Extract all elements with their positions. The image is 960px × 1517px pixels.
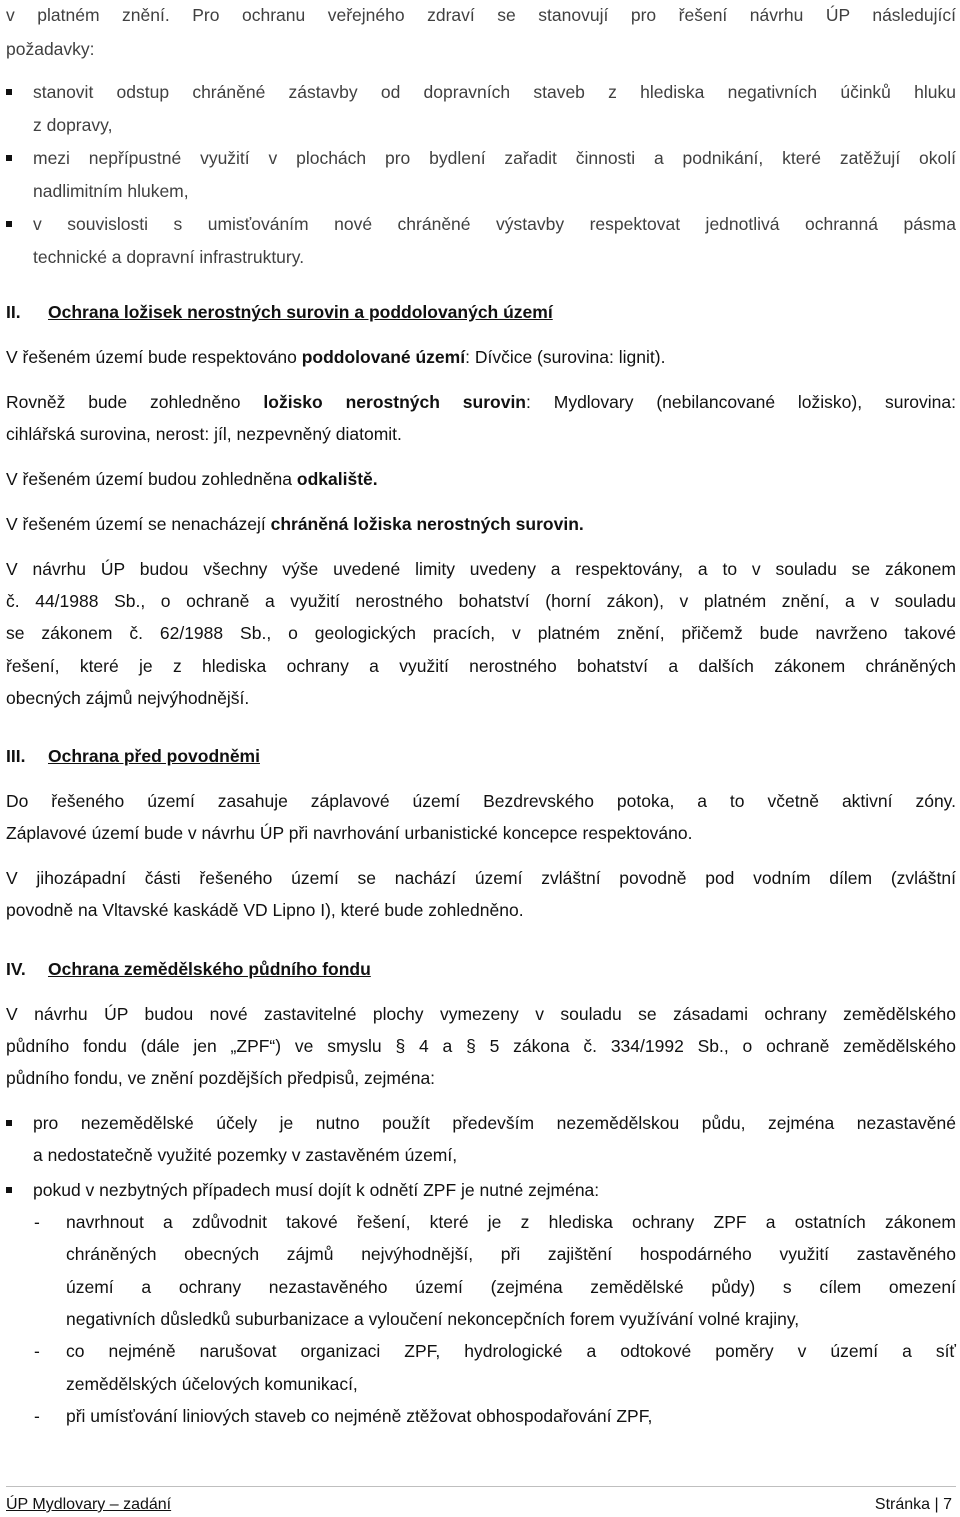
footer-divider [6,1486,956,1487]
bullet-icon [6,1120,12,1126]
list-item: z dopravy, [33,115,113,135]
bold-run: odkaliště. [296,469,378,489]
bullet-icon [6,155,12,161]
list-item: v souvislosti s umisťováním nové chráněné výstavby respektovat jednotlivá ochranná pásma [33,214,956,234]
bold-run: poddolované území [301,347,466,367]
list-item: pro nezemědělské účely je nutno použít především nezemědělskou půdu, zejména nezastavěné [33,1113,956,1133]
paragraph-line: č. 44/1988 Sb., o ochraně a využití nerostného bohatství (horní zákon), v platném znění, a v souladu [6,591,956,611]
list-item: negativních důsledků suburbanizace a vyloučení nekoncepčních forem využívání volné krajiny, [66,1309,800,1329]
list-item: mezi nepřípustné využití v plochách pro bydlení zařadit činnosti a podnikání, které zatěžují okolí [33,148,956,168]
text-run: : Mydlovary (nebilancované ložisko), surovina: [526,392,956,412]
list-item: zemědělských účelových komunikací, [66,1374,358,1394]
section-heading [6,958,371,980]
text-run: V řešeném území bude respektováno [6,347,302,367]
section-number: IV. [6,959,26,979]
list-item: území a ochrany nezastavěného území (zejména zemědělské půdy) s cílem omezení [66,1277,956,1297]
bold-run: ložisko nerostných surovin [263,392,526,412]
paragraph-line: Záplavové území bude v návrhu ÚP při navrhování urbanistické koncepce respektováno. [6,823,693,843]
paragraph [6,346,665,368]
intro-line: v platném znění. Pro ochranu veřejného zdraví se stanovují pro řešení návrhu ÚP následující [6,5,956,25]
paragraph-line: řešení, které je z hlediska ochrany a využití nerostného bohatství a dalších zákonem chráněných [6,656,956,676]
list-item: pokud v nezbytných případech musí dojít k odnětí ZPF je nutné zejména: [33,1180,600,1200]
paragraph-line: V návrhu ÚP budou nové zastavitelné plochy vymezeny v souladu se zásadami ochrany zemědělského [6,1004,956,1024]
paragraph [6,468,378,490]
list-item: při umísťování liniových staveb co nejméně ztěžovat obhospodařování ZPF, [66,1406,653,1426]
text-run: V řešeném území budou zohledněna [6,469,297,489]
footer-title [6,1496,171,1514]
dash-marker: - [34,1212,40,1232]
dash-marker: - [34,1406,40,1426]
paragraph-line: se zákonem č. 62/1988 Sb., o geologických pracích, v platném znění, přičemž bude navrženo takové [6,623,956,643]
paragraph [6,391,956,413]
section-number: III. [6,746,26,766]
section-number: II. [6,302,21,322]
text-run: V řešeném území se nenacházejí [6,514,271,534]
paragraph-line: půdního fondu, ve znění pozdějších předpisů, zejména: [6,1068,436,1088]
section-heading [6,301,553,323]
paragraph-line: V návrhu ÚP budou všechny výše uvedené limity uvedeny a respektovány, a to v souladu se zákonem [6,559,956,579]
paragraph-line: povodně na Vltavské kaskádě VD Lipno I), které bude zohledněno. [6,900,524,920]
section-heading [6,745,260,767]
text-run: : Dívčice (surovina: lignit). [465,347,666,367]
list-item: technické a dopravní infrastruktury. [33,247,305,267]
list-item: stanovit odstup chráněné zástavby od dopravních staveb z hlediska negativních účinků hluku [33,82,956,102]
bullet-icon [6,89,12,95]
bold-run: chráněná ložiska nerostných surovin. [270,514,584,534]
section-title: Ochrana ložisek nerostných surovin a poddolovaných území [48,302,553,322]
paragraph-line: půdního fondu (dále jen „ZPF“) ve smyslu § 4 a § 5 zákona č. 334/1992 Sb., o ochraně zemědělského [6,1036,956,1056]
bullet-icon [6,1187,12,1193]
dash-marker: - [34,1341,40,1361]
list-item: nadlimitním hlukem, [33,181,189,201]
list-item: co nejméně narušovat organizaci ZPF, hydrologické a odtokové poměry v území a síť [66,1341,956,1361]
footer-title-text: ÚP Mydlovary – zadání [6,1496,172,1513]
page-number: Stránka | 7 [874,1496,952,1513]
list-item: navrhnout a zdůvodnit takové řešení, které je z hlediska ochrany ZPF a ostatních zákonem [66,1212,956,1232]
paragraph [6,513,584,535]
paragraph-line: Do řešeného území zasahuje záplavové území Bezdrevského potoka, a to včetně aktivní zóny. [6,791,956,811]
section-title: Ochrana před povodněmi [48,746,260,766]
paragraph-line: V jihozápadní části řešeného území se nachází území zvláštní povodně pod vodním dílem (zvláštní [6,868,956,888]
list-item: a nedostatečně využité pozemky v zastavěném území, [33,1145,458,1165]
intro-line: požadavky: [6,39,95,59]
text-run: Rovněž bude zohledněno [6,392,264,412]
paragraph-line: obecných zájmů nejvýhodnější. [6,688,250,708]
section-title: Ochrana zemědělského půdního fondu [48,959,371,979]
list-item: chráněných obecných zájmů nejvýhodnější, při zajištění hospodárného využití zastavěného [66,1244,956,1264]
paragraph-line: cihlářská surovina, nerost: jíl, nezpevněný diatomit. [6,424,402,444]
bullet-icon [6,221,12,227]
